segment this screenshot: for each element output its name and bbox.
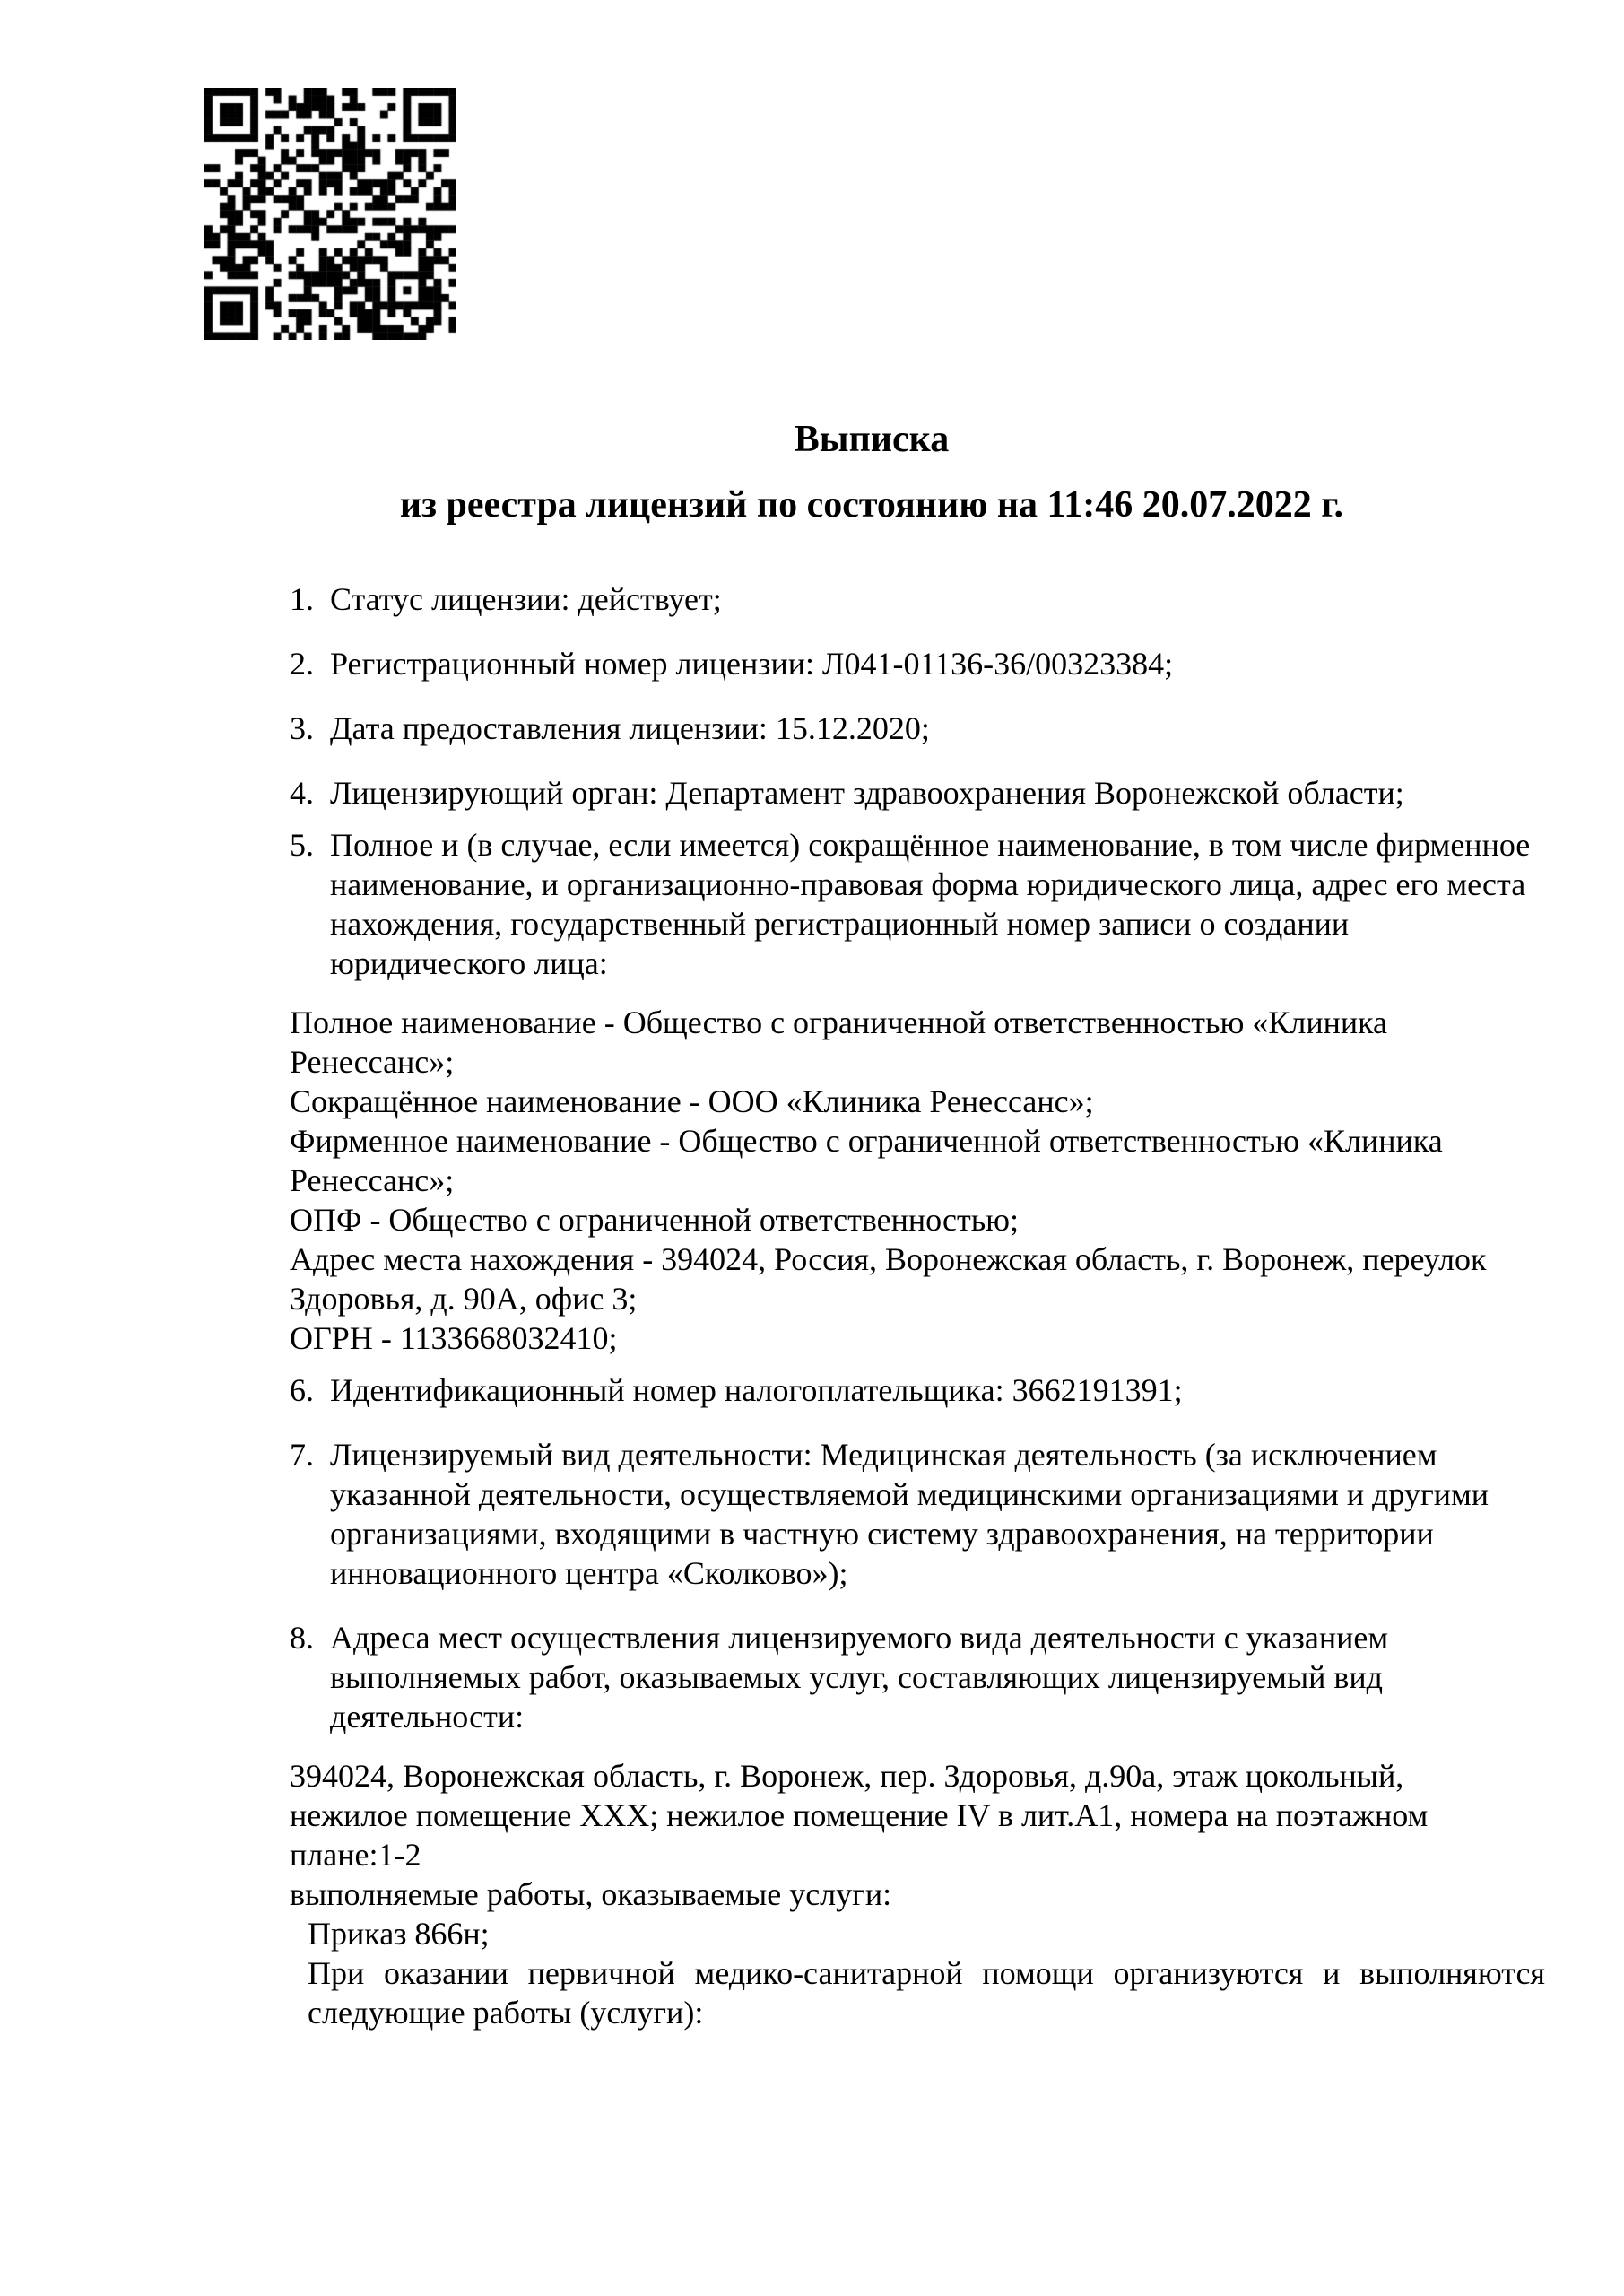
org-address-line: Адрес места нахождения - 394024, Россия, Воронежская область, г. Воронеж, переулок <box>290 1241 1487 1277</box>
item-text-line: организациями, входящими в частную систему здравоохранения, на территории <box>330 1516 1434 1552</box>
org-brand-name-line: Фирменное наименование - Общество с ограниченной ответственностью «Клиника <box>290 1123 1443 1159</box>
item-text: Лицензируемый вид деятельности: Медицинская деятельность (за исключением <box>330 1437 1437 1473</box>
organization-details <box>290 1003 1545 1358</box>
org-address-line: Здоровья, д. 90А, офис 3; <box>290 1281 638 1317</box>
item-text: Статус лицензии: действует; <box>330 581 722 617</box>
primary-care-line: При оказании первичной медико-санитарной помощи организуются и выполняются <box>308 1955 1545 1991</box>
list-item-org-names-heading <box>290 825 1545 983</box>
item-text-line: выполняемых работ, оказываемых услуг, составляющих лицензируемый вид <box>330 1659 1383 1695</box>
item-text: Идентификационный номер налогоплательщика: 3662191391; <box>330 1372 1183 1408</box>
item-text-line: указанной деятельности, осуществляемой медицинскими организациями и другими <box>330 1476 1489 1512</box>
document-subtitle: из реестра лицензий по состоянию на 11:46 20.07.2022 г. <box>399 484 1344 526</box>
org-full-name-line: Полное наименование - Общество с ограниченной ответственностью «Клиника <box>290 1004 1388 1040</box>
item-number: 3. <box>290 710 314 746</box>
org-full-name-line: Ренессанс»; <box>290 1044 455 1080</box>
org-opf-line: ОПФ - Общество с ограниченной ответственностью; <box>290 1202 1020 1238</box>
item-number: 1. <box>290 581 314 617</box>
item-text-line: юридического лица: <box>330 945 608 981</box>
activity-address-line: 394024, Воронежская область, г. Воронеж, пер. Здоровья, д.90а, этаж цокольный, <box>290 1758 1404 1794</box>
item-text: Лицензирующий орган: Департамент здравоохранения Воронежской области; <box>330 775 1404 811</box>
item-text: Адреса мест осуществления лицензируемого вида деятельности с указанием <box>330 1620 1389 1656</box>
list-item-licensed-activity <box>290 1435 1545 1593</box>
document-title: Выписка <box>794 419 950 460</box>
activity-address-line: нежилое помещение XXX; нежилое помещение IV в лит.А1, номера на поэтажном <box>290 1797 1429 1833</box>
item-text: Регистрационный номер лицензии: Л041-01136-36/00323384; <box>330 646 1174 682</box>
item-number: 5. <box>290 827 314 863</box>
org-short-name-line: Сокращённое наименование - ООО «Клиника Ренессанс»; <box>290 1083 1094 1119</box>
item-number: 8. <box>290 1620 314 1656</box>
list-item-reg-number <box>290 644 1545 683</box>
qr-code <box>204 88 456 340</box>
item-text-line: деятельности: <box>330 1699 525 1735</box>
item-text-line: наименование, и организационно-правовая форма юридического лица, адрес его места <box>330 866 1526 902</box>
document-body <box>290 415 1545 2032</box>
activity-address-line: плане:1-2 <box>290 1837 421 1873</box>
item-text-line: нахождения, государственный регистрационный номер записи о создании <box>330 906 1350 942</box>
activity-address-details <box>290 1756 1545 2032</box>
item-text-line: инновационного центра «Сколково»); <box>330 1555 848 1591</box>
org-ogrn-line: ОГРН - 1133668032410; <box>290 1320 618 1356</box>
list-item-status <box>290 579 1545 619</box>
item-text: Дата предоставления лицензии: 15.12.2020; <box>330 710 930 746</box>
item-number: 2. <box>290 646 314 682</box>
list-item-grant-date <box>290 709 1545 748</box>
list-item-activity-addresses-heading <box>290 1618 1545 1736</box>
primary-care-line: следующие работы (услуги): <box>308 1995 704 2031</box>
works-services-label: выполняемые работы, оказываемые услуги: <box>290 1876 892 1912</box>
org-brand-name-line: Ренессанс»; <box>290 1162 455 1198</box>
order-866n-line: Приказ 866н; <box>308 1916 490 1952</box>
list-item-licensing-authority <box>290 773 1545 813</box>
item-number: 4. <box>290 775 314 811</box>
item-text: Полное и (в случае, если имеется) сокращённое наименование, в том числе фирменное <box>330 827 1531 863</box>
list-item-inn <box>290 1370 1545 1410</box>
item-number: 7. <box>290 1437 314 1473</box>
item-number: 6. <box>290 1372 314 1408</box>
